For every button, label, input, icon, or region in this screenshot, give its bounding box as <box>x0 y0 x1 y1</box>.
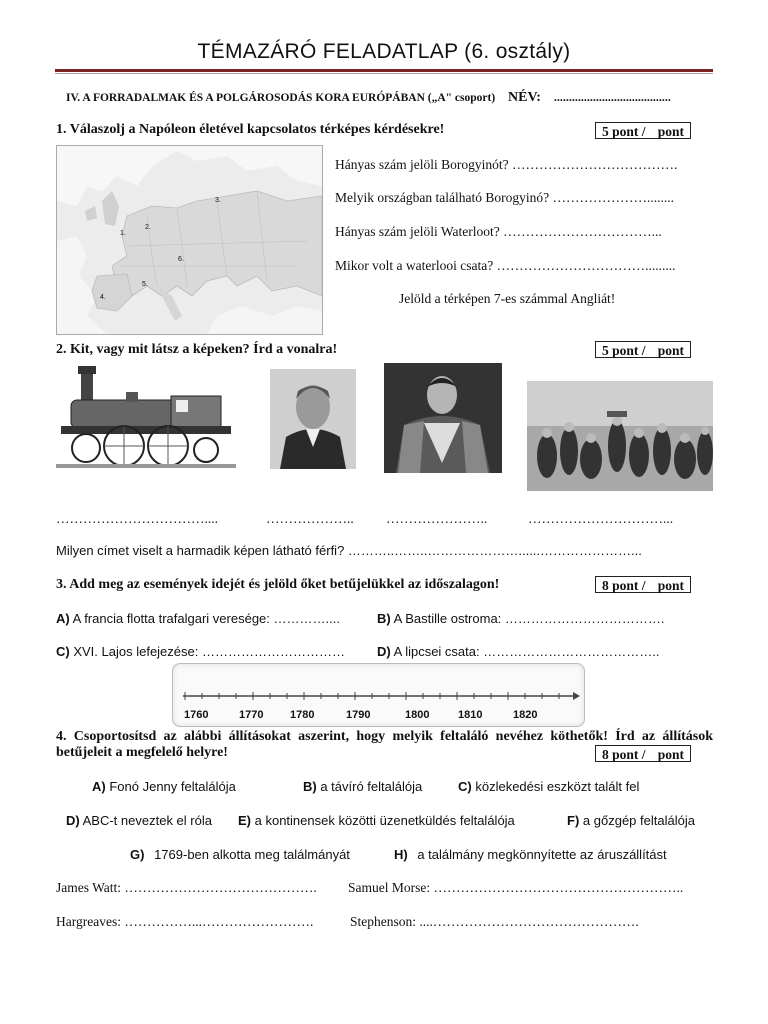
timeline-frame <box>172 663 585 727</box>
painting-image <box>527 381 713 491</box>
q1-line-1[interactable]: Hányas szám jelöli Borogyinót? ………………………………. <box>335 157 678 172</box>
q2-dots-1[interactable]: …………………………….... <box>56 511 218 526</box>
q4-statement-f-text: a gőzgép feltalálója <box>582 813 695 828</box>
locomotive-image <box>56 366 236 478</box>
map-number-2: 2. <box>145 224 151 231</box>
timeline-label-1790: 1790 <box>346 709 371 721</box>
q4-statement-b-text: a távíró feltalálója <box>320 779 423 794</box>
q1-line-3[interactable]: Hányas szám jelöli Waterloot? ……………………………... <box>335 224 662 239</box>
q1-points-suffix: pont <box>657 124 684 139</box>
q4-statement-e-letter: E) <box>238 813 251 828</box>
q1-line-2[interactable]: Melyik országban található Borogyinó? …………………........ <box>335 190 674 205</box>
answer-james-watt[interactable]: James Watt: ……………………………………. <box>56 880 317 895</box>
q4-statement-a-text: Fonó Jenny feltalálója <box>109 779 236 794</box>
q2-dots-3[interactable]: ………………….. <box>386 511 488 526</box>
subheader <box>66 90 671 106</box>
timeline-label-1800: 1800 <box>405 709 430 721</box>
q4-statement-h <box>394 847 667 862</box>
answer-hargreaves[interactable]: Hargreaves: ……………...……………………. <box>56 914 314 929</box>
q2-points: 5 pont / <box>602 343 646 358</box>
q4-statement-g-letter: G) <box>130 847 145 862</box>
q3-heading: 3. Add meg az események idejét és jelöld őket betűjelükkel az időszalagon! <box>56 577 500 592</box>
answer-stephenson[interactable]: Stephenson: ....………………………………………. <box>350 914 639 929</box>
q1-heading: 1. Válaszolj a Napóleon életével kapcsolatos térképes kérdésekre! <box>56 122 445 137</box>
q3-item-a-text: A francia flotta trafalgari veresége: ………….... <box>72 611 340 626</box>
q4-statement-a <box>92 779 236 794</box>
map-number-6: 6. <box>178 256 184 263</box>
subheader-text: IV. A FORRADALMAK ÉS A POLGÁROSODÁS KORA EURÓPÁBAN („A" csoport) <box>66 92 496 104</box>
q3-item-b[interactable] <box>377 611 665 626</box>
q3-item-a-letter: A) <box>56 611 70 626</box>
q4-statement-h-letter: H) <box>394 847 408 862</box>
q4-statement-c <box>458 779 639 794</box>
q1-line-4[interactable]: Mikor volt a waterlooi csata? ……………………………......... <box>335 258 676 273</box>
portrait-image <box>270 369 356 469</box>
q4-statement-h-text: a találmány megkönnyítette az áruszállítást <box>417 847 667 862</box>
q4-statement-g <box>130 847 350 862</box>
q3-item-d-text: A lipcsei csata: ………………………………….. <box>393 644 660 659</box>
q4-statement-g-text: 1769-ben alkotta meg találmányát <box>154 847 350 862</box>
q3-item-c-letter: C) <box>56 644 70 659</box>
q4-statement-b <box>303 779 422 794</box>
q3-item-c[interactable] <box>56 644 345 659</box>
map-number-3: 3. <box>215 197 221 204</box>
q4-statement-e <box>238 813 515 828</box>
q4-points-box <box>595 745 691 762</box>
q4-statement-d-letter: D) <box>66 813 80 828</box>
page-title: TÉMAZÁRÓ FELADATLAP (6. osztály) <box>197 40 571 63</box>
name-label: NÉV: <box>508 90 541 105</box>
q2-question[interactable]: Milyen címet viselt a harmadik képen látható férfi? ………..……..…………………......…………………... <box>56 543 642 558</box>
q3-item-c-text: XVI. Lajos lefejezése: …………………………… <box>73 644 345 659</box>
title-rule <box>55 69 713 72</box>
map-number-5: 5. <box>142 281 148 288</box>
q4-statement-a-letter: A) <box>92 779 106 794</box>
q2-points-suffix: pont <box>657 343 684 358</box>
europe-map <box>56 145 323 335</box>
timeline-label-1780: 1780 <box>290 709 315 721</box>
map-number-1: 1. <box>120 230 126 237</box>
q4-statement-c-letter: C) <box>458 779 472 794</box>
q4-statement-f <box>567 813 695 828</box>
q3-item-b-letter: B) <box>377 611 391 626</box>
q3-item-d[interactable] <box>377 644 659 659</box>
q3-points-box <box>595 576 691 593</box>
timeline-label-1760: 1760 <box>184 709 209 721</box>
q4-statement-f-letter: F) <box>567 813 580 828</box>
timeline-label-1770: 1770 <box>239 709 264 721</box>
q3-item-d-letter: D) <box>377 644 391 659</box>
q1-instruction: Jelöld a térképen 7-es számmal Angliát! <box>399 291 616 306</box>
map-number-4: 4. <box>100 294 106 301</box>
q4-statement-d <box>66 813 212 828</box>
q4-statement-b-letter: B) <box>303 779 317 794</box>
q3-item-a[interactable] <box>56 611 340 626</box>
q3-points-suffix: pont <box>657 578 684 593</box>
q4-statement-c-text: közlekedési eszközt talált fel <box>475 779 640 794</box>
q4-statement-e-text: a kontinensek közötti üzenetküldés feltalálója <box>254 813 515 828</box>
timeline-label-1820: 1820 <box>513 709 538 721</box>
q1-points: 5 pont / <box>602 124 646 139</box>
answer-samuel-morse[interactable]: Samuel Morse: ……………………………………………….. <box>348 880 684 895</box>
q4-statement-d-text: ABC-t neveztek el róla <box>82 813 212 828</box>
name-field[interactable]: ....................................... <box>553 90 671 104</box>
napoleon-image <box>384 363 502 473</box>
q2-dots-2[interactable]: ……………….. <box>266 511 354 526</box>
q2-dots-4[interactable]: …………………………... <box>528 511 674 526</box>
timeline-label-1810: 1810 <box>458 709 483 721</box>
q3-item-b-text: A Bastille ostroma: ………………………………. <box>393 611 665 626</box>
q4-points-suffix: pont <box>657 747 684 762</box>
q4-points: 8 pont / <box>602 747 646 762</box>
q4-heading-text: 4. Csoportosítsd az alábbi állításokat aszerint, hogy melyik feltaláló nevéhez köthetők! Írd az állítások betűjeleit a megfelelő helyre! <box>56 729 713 760</box>
q3-points: 8 pont / <box>602 578 646 593</box>
q1-points-box <box>595 122 691 139</box>
q2-points-box <box>595 341 691 358</box>
q2-heading: 2. Kit, vagy mit látsz a képeken? Írd a vonalra! <box>56 342 338 357</box>
title-rule-thin <box>55 73 713 74</box>
